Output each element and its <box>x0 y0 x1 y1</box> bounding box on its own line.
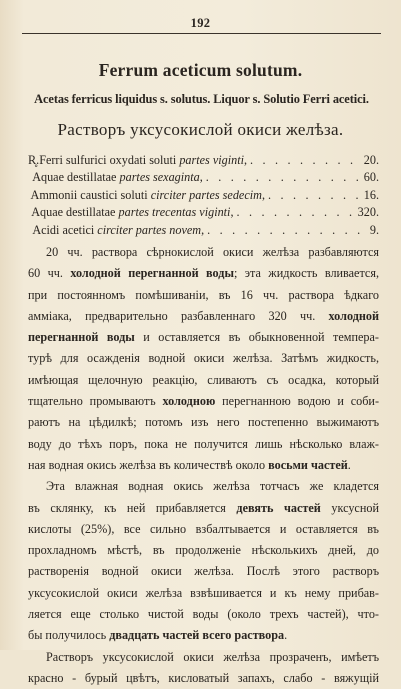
body-text <box>28 242 379 689</box>
bold-phrase: перегнанной воды <box>28 330 135 345</box>
recipe-quantity-text: circiter partes novem <box>97 222 202 237</box>
recipe-quantity-text: partes sexaginta <box>119 170 200 185</box>
recipe-amount: 320. <box>357 205 379 220</box>
page-number: 192 <box>190 16 211 30</box>
text-line: воду до тѣхъ поръ, пока не получится лишь нѣсколько влаж- <box>28 436 379 451</box>
recipe-ingredient: Aquae destillatae <box>31 205 119 220</box>
recipe-ingredient: Ammonii caustici soluti <box>30 187 151 202</box>
text-line: при постоянномъ помѣшиваніи, въ 16 чч. раствора ѣдкаго <box>28 287 379 302</box>
recipe-amount: 60. <box>363 170 379 185</box>
leader-dots <box>234 204 355 221</box>
text-line: 60 чч. холодной перегнанной воды; эта жидкость вливается, <box>28 266 379 281</box>
text-line: имѣющая щелочную реакцію, сливаютъ съ осадка, который <box>28 372 379 387</box>
bold-phrase: восьми частей <box>268 457 348 472</box>
recipe-ingredient: Acidi acetici <box>32 222 98 237</box>
leader-dots <box>265 187 361 204</box>
text-line: Эта влажная водная окись желѣза тотчасъ же кладется <box>46 479 379 494</box>
russian-title: Растворъ уксусокислой окиси желѣза. <box>57 120 344 139</box>
recipe-amount: 9. <box>369 222 379 237</box>
text-line: уксусокислой окиси желѣза взвѣшивается и къ нему прибав- <box>28 585 379 600</box>
text-line: красно - бурый цвѣтъ, кисловатый запахъ, слабо - вяжущій <box>28 670 379 685</box>
text-line: раютъ на цѣдилкѣ; потомъ изъ него постепенно выжимаютъ <box>28 415 379 430</box>
bold-phrase: холодной <box>328 308 379 323</box>
text-line: аммiака, предварительно разбавленнаго 320 чч. холодной <box>28 308 379 323</box>
bold-phrase: девять частей <box>236 500 321 515</box>
leader-dots <box>203 169 361 186</box>
recipe-line: Ammonii caustici soluti circiter partes sedecim, . . . 16. <box>28 187 379 204</box>
leader-dots <box>247 152 361 169</box>
leader-dots <box>204 222 367 239</box>
article-subtitle: Acetas ferricus liquidus s. solutus. Liquor s. Solutio Ferri acetici. <box>34 92 369 106</box>
article-title: Ferrum aceticum solutum. <box>98 60 303 80</box>
text-line: въ склянку, къ ней прибавляется девять частей уксусной <box>28 500 379 515</box>
recipe-line: Aquae destillatae partes sexaginta, . . . 60. <box>28 169 379 186</box>
recipe-line: Aquae destillatae partes trecentas viginti, . . . 320. <box>28 204 379 221</box>
recipe-prefix: R̥. <box>28 153 40 167</box>
recipe-ingredient: Ferri sulfurici oxydati soluti <box>39 153 180 167</box>
recipe-list <box>28 152 379 239</box>
recipe-quantity-text: partes viginti <box>179 153 244 167</box>
bold-phrase: двадцать частей всего раствора <box>109 628 285 643</box>
paragraph-3 <box>28 647 379 689</box>
paragraph-1 <box>28 242 379 476</box>
recipe-line: R̥. Ferri sulfurici oxydati soluti partes viginti, . . . 20. <box>28 152 379 169</box>
text-line: бы получилось двадцать частей всего раствора. <box>28 628 288 643</box>
text-line: тщательно промываютъ холодною перегнанною водою и соби- <box>28 394 380 409</box>
text-line: Растворъ уксусокислой окиси желѣза прозраченъ, имѣетъ <box>46 649 379 664</box>
text-line: ляется еще столько чистой воды (около трехъ частей), что- <box>28 607 379 622</box>
bold-phrase: холодной перегнанной воды <box>70 266 234 281</box>
recipe-quantity-text: circiter partes sedecim <box>150 187 262 202</box>
recipe-quantity-text: partes trecentas viginti <box>118 205 231 220</box>
text-line: растворенія водной окиси желѣза. Послѣ этого растворъ <box>28 564 379 579</box>
recipe-line: Acidi acetici circiter partes novem, . . . 9. <box>28 222 379 239</box>
text-line: кислоты (25%), все сильно взбалтывается и оставляется въ <box>28 521 379 536</box>
bold-phrase: холодною <box>162 394 216 409</box>
recipe-amount: 16. <box>363 187 379 202</box>
text-line: турѣ для осажденія водной окиси желѣза. Затѣмъ жидкость, <box>28 351 379 366</box>
text-line: ная водная окись желѣза въ количествѣ около восьми частей. <box>28 457 351 472</box>
text-line: перегнанной воды и оставляется въ обыкновенной темпера- <box>28 330 379 345</box>
header-rule <box>22 33 381 34</box>
paragraph-2 <box>28 476 379 646</box>
recipe-ingredient: Aquae destillatae <box>32 170 120 185</box>
recipe-amount: 20. <box>363 153 379 167</box>
text-line: 20 чч. раствора сѣрнокислой окиси желѣза разбавляются <box>46 245 379 259</box>
text-line: прохладномъ мѣстѣ, въ продолженіе нѣсколькихъ дней, до <box>28 543 379 558</box>
